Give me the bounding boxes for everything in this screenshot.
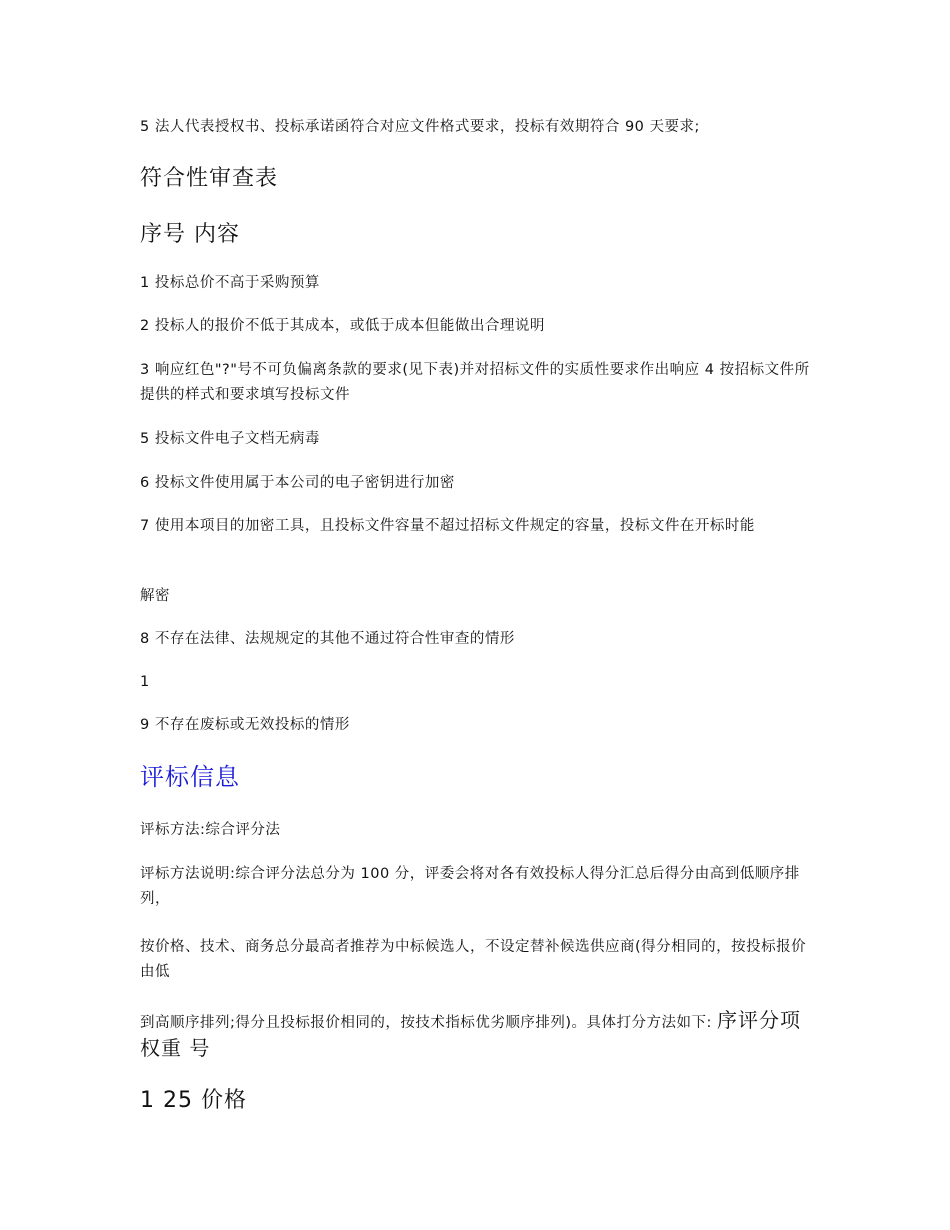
- list-item-2: 2 投标人的报价不低于其成本，或低于成本但能做出合理说明: [140, 318, 545, 334]
- list-item-7: 7 使用本项目的加密工具，且投标文件容量不超过招标文件规定的容量，投标文件在开标时能: [140, 518, 755, 534]
- paragraph-evaluation-method: 评标方法:综合评分法: [140, 822, 281, 838]
- heading-price-row: 1 25 价格: [140, 1088, 247, 1113]
- list-item-9: 9 不存在废标或无效投标的情形: [140, 717, 350, 733]
- list-item-1: 1 投标总价不高于采购预算: [140, 275, 320, 291]
- list-item-8: 8 不存在法律、法规规定的其他不通过符合性审查的情形: [140, 631, 515, 647]
- paragraph-scoring-method: [140, 1008, 810, 1064]
- heading-index-content: 序号 内容: [140, 222, 240, 247]
- list-item-6: 6 投标文件使用属于本公司的电子密钥进行加密: [140, 475, 455, 491]
- list-item-7-cont: 解密: [140, 588, 170, 604]
- table-header-inline: 序评分项 权重 号: [140, 1008, 802, 1060]
- page-number: 1: [140, 674, 150, 690]
- list-item-3-4: 3 响应红色"?"号不可负偏离条款的要求(见下表)并对招标文件的实质性要求作出响应 4 按招标文件所提供的样式和要求填写投标文件: [140, 362, 810, 403]
- scoring-method-text: 到高顺序排列;得分且投标报价相同的，按技术指标优劣顺序排列)。具体打分方法如下:: [140, 1015, 718, 1031]
- paragraph-authorization: 5 法人代表授权书、投标承诺函符合对应文件格式要求，投标有效期符合 90 天要求;: [140, 119, 700, 135]
- list-item-5: 5 投标文件电子文档无病毒: [140, 431, 320, 447]
- heading-evaluation-info: 评标信息: [140, 763, 240, 791]
- paragraph-method-description: 评标方法说明:综合评分法总分为 100 分，评委会将对各有效投标人得分汇总后得分由高到低顺序排列，: [140, 866, 800, 907]
- heading-compliance-table: 符合性审查表: [140, 166, 279, 191]
- paragraph-ranking-rule: 按价格、技术、商务总分最高者推荐为中标候选人，不设定替补候选供应商(得分相同的，按投标报价由低: [140, 939, 807, 980]
